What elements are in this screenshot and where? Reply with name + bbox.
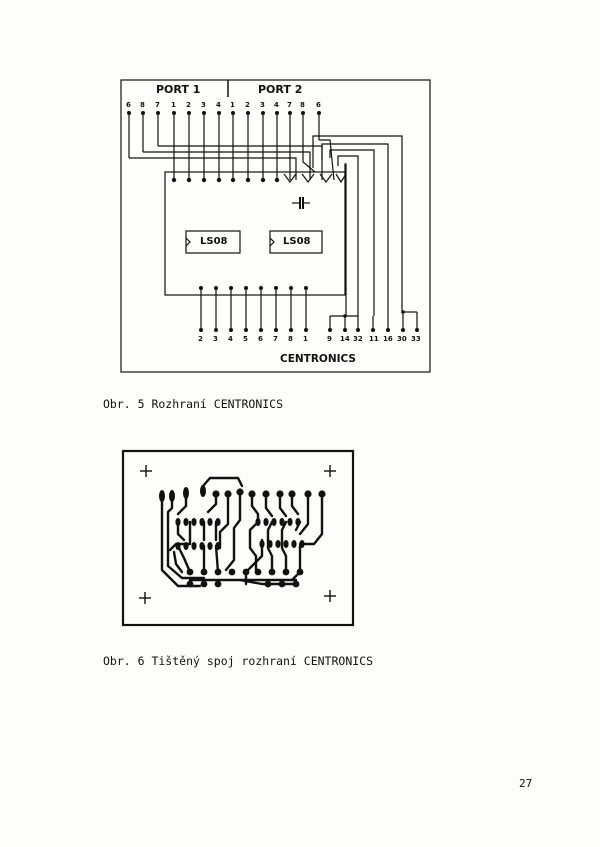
- chip-left-label: LS08: [200, 236, 228, 247]
- chip-right-label: LS08: [283, 236, 311, 247]
- centronics-connector-label: CENTRONICS: [280, 353, 356, 365]
- top-pin-label: 6: [126, 101, 131, 109]
- bottom-pin-label: 2: [198, 335, 203, 343]
- bottom-pin-label: 16: [383, 335, 393, 343]
- top-pin-label: 6: [316, 101, 321, 109]
- bottom-pin-label: 6: [258, 335, 263, 343]
- top-pin-label: 8: [300, 101, 305, 109]
- figure-6-caption: Obr. 6 Tištěný spoj rozhraní CENTRONICS: [103, 654, 374, 668]
- bottom-pin-label: 7: [273, 335, 278, 343]
- bottom-pin-label: 11: [369, 335, 379, 343]
- top-pin-label: 1: [230, 101, 235, 109]
- top-pin-label: 7: [155, 101, 160, 109]
- port-2-label: PORT 2: [258, 83, 303, 96]
- top-pin-label: 3: [201, 101, 206, 109]
- top-pin-label: 7: [287, 101, 292, 109]
- port-1-label: PORT 1: [156, 83, 201, 96]
- page-number: 27: [519, 777, 533, 790]
- top-pin-label: 2: [186, 101, 191, 109]
- top-pin-label: 2: [245, 101, 250, 109]
- bottom-pin-label: 9: [327, 335, 332, 343]
- bottom-pin-label: 8: [288, 335, 293, 343]
- bottom-pin-label: 33: [411, 335, 421, 343]
- figure-5-caption: Obr. 5 Rozhraní CENTRONICS: [103, 397, 284, 411]
- top-pin-label: 4: [274, 101, 279, 109]
- bottom-pin-label: 30: [397, 335, 407, 343]
- bottom-pin-label: 14: [340, 335, 350, 343]
- top-pin-label: 4: [216, 101, 221, 109]
- top-pin-label: 1: [171, 101, 176, 109]
- bottom-pin-label: 1: [303, 335, 308, 343]
- bottom-pin-label: 3: [213, 335, 218, 343]
- bottom-pin-label: 4: [228, 335, 233, 343]
- top-pin-label: 3: [260, 101, 265, 109]
- bottom-pin-label: 5: [243, 335, 248, 343]
- top-pin-label: 8: [140, 101, 145, 109]
- bottom-pin-label: 32: [353, 335, 363, 343]
